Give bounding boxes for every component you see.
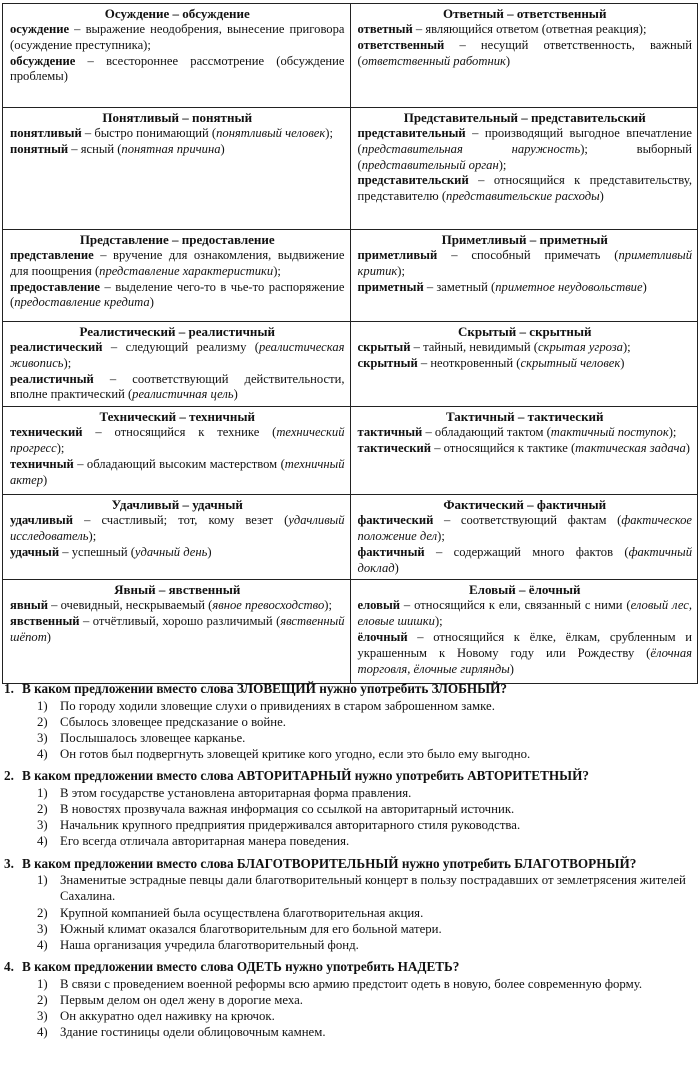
answer-option-number: 1) <box>37 873 48 888</box>
paronym-entry <box>10 142 345 158</box>
usage-example: реалистическая живопись <box>10 340 345 370</box>
paronym-word: реалистический <box>10 340 103 354</box>
paronym-word: понятливый <box>10 126 82 140</box>
usage-example: явное превосходство <box>212 598 325 613</box>
paronym-pair-title: Осуждение – обсуждение <box>104 6 250 21</box>
usage-example: явственный шёпот <box>10 614 345 644</box>
paronym-entry <box>358 425 693 441</box>
answer-option-text: По городу ходили зловещие слухи о привидениях в старом заброшенном замке. <box>60 698 495 713</box>
answer-option-text: Сбылось зловещее предсказание о войне. <box>60 714 287 729</box>
paronym-pair-title: Приметливый – приметный <box>441 232 608 247</box>
usage-example: тактичный поступок <box>550 425 669 440</box>
question-number: 2. <box>4 768 14 784</box>
paronym-cell <box>3 108 351 230</box>
punctuation: ) <box>620 355 625 370</box>
question-block <box>4 856 698 954</box>
paronym-cell <box>3 322 351 407</box>
answer-option-text: Знаменитые эстрадные певцы дали благотворительный концерт в пользу пострадавших от землетрясения жителей Сахалина. <box>60 873 686 904</box>
paronym-entry <box>10 425 345 457</box>
paronym-entry <box>10 22 345 54</box>
punctuation: ); <box>273 263 281 278</box>
answer-option-number: 1) <box>37 698 48 713</box>
usage-example: технический прогресс <box>10 425 345 455</box>
punctuation: ); <box>622 340 631 354</box>
paronym-word: представление <box>10 248 94 262</box>
question-text <box>4 959 698 976</box>
paronym-entry <box>10 457 345 489</box>
punctuation: ); <box>324 598 332 613</box>
punctuation: ); <box>56 440 65 455</box>
question-text <box>4 856 698 873</box>
paronym-cell <box>350 108 698 230</box>
punctuation: ) <box>505 53 511 68</box>
paronym-pair-title: Ответный – ответственный <box>443 6 607 21</box>
paronym-word: представительский <box>357 173 469 188</box>
paronym-entry <box>10 126 345 142</box>
paronym-definition: – выражение неодобрения, вынесение приговора (осуждение преступника); <box>10 22 345 52</box>
question-prompt: В каком предложении вместо слова БЛАГОТВОРИТЕЛЬНЫЙ нужно употребить БЛАГОТВОРНЫЙ? <box>22 855 637 871</box>
punctuation: ) <box>642 279 647 294</box>
paronym-pair-title: Понятливый – понятный <box>102 110 253 125</box>
paronym-entry <box>358 630 693 677</box>
table-row <box>3 322 698 407</box>
paronym-entry <box>10 372 345 404</box>
punctuation: ) <box>394 560 399 575</box>
paronym-definition: – относящийся к ели, связанный с ними ( <box>400 598 631 613</box>
paronym-cell <box>350 407 698 495</box>
paronyms-table <box>2 3 698 684</box>
answer-option-number: 2) <box>37 992 48 1007</box>
usage-example: понятливый человек <box>216 126 326 140</box>
question-number: 3. <box>4 855 14 871</box>
answer-option-number: 3) <box>37 1009 48 1024</box>
paronym-word: фактичный <box>357 544 425 559</box>
paronym-cell <box>350 230 698 322</box>
paronym-entry <box>10 280 345 312</box>
paronym-definition: – вручение для ознакомления, выдвижение для поощрения ( <box>10 248 345 278</box>
usage-example: реалистичная цель <box>132 387 234 402</box>
answer-option-text: Наша организация учредила благотворительный фонд. <box>60 937 359 952</box>
paronym-entry <box>10 598 345 614</box>
paronym-word: тактичный <box>357 425 423 440</box>
answer-option-number: 4) <box>37 747 48 762</box>
answer-option <box>4 976 698 992</box>
paronym-entry <box>358 441 693 457</box>
answer-option-number: 3) <box>37 818 48 833</box>
answer-option <box>4 992 698 1008</box>
answer-option-text: Его всегда отличала авторитарная манера поведения. <box>60 834 350 849</box>
question-number: 4. <box>4 959 14 975</box>
usage-example: удачный день <box>134 544 208 559</box>
paronym-entry <box>358 513 693 545</box>
paronym-pair-title: Реалистический – реалистичный <box>79 324 276 339</box>
paronym-pair-title: Представительный – представительский <box>403 110 646 125</box>
usage-example: тактическая задача <box>575 440 686 455</box>
answer-option-number: 2) <box>37 802 48 817</box>
paronym-pair-title: Технический – техничный <box>99 409 255 425</box>
usage-example: представительские расходы <box>446 189 600 204</box>
table-row <box>3 407 698 495</box>
usage-example: техничный актер <box>10 456 345 487</box>
paronym-word: ответный <box>357 22 413 36</box>
paronym-definition: – содержащий много фактов ( <box>424 544 629 559</box>
answer-option <box>4 937 698 953</box>
paronym-definition: – относящийся к представительству, представителю ( <box>357 173 692 204</box>
usage-example: фактичный доклад <box>357 544 692 575</box>
usage-example: представление характеристики <box>99 263 274 278</box>
answer-option-number: 4) <box>37 937 48 952</box>
paronym-definition: – ясный ( <box>68 141 122 156</box>
answer-option-number: 1) <box>37 785 48 800</box>
answer-option-text: Он аккуратно одел наживку на крючок. <box>60 1009 275 1024</box>
answer-option <box>4 785 698 801</box>
punctuation: ) <box>509 661 514 676</box>
question-text <box>4 681 698 698</box>
paronym-cell <box>3 407 351 495</box>
paronym-pair-title: Фактический – фактичный <box>443 497 607 513</box>
paronym-definition: – обладающий тактом ( <box>422 425 551 440</box>
question-prompt: В каком предложении вместо слова ЗЛОВЕЩИЙ нужно употребить ЗЛОБНЫЙ? <box>22 681 507 696</box>
paronym-word: скрытный <box>357 355 418 370</box>
answer-option-text: Первым делом он одел жену в дорогие меха. <box>60 992 303 1007</box>
answer-option-number: 1) <box>37 976 48 991</box>
question-block <box>4 768 698 849</box>
answer-option-number: 3) <box>37 730 48 745</box>
answer-option-text: Начальник крупного предприятия придерживался авторитарного стиля руководства. <box>60 818 521 833</box>
paronym-entry <box>358 340 693 356</box>
paronym-definition: – относящийся к технике ( <box>82 425 277 440</box>
paronym-word: понятный <box>10 141 69 156</box>
question-prompt: В каком предложении вместо слова АВТОРИТАРНЫЙ нужно употребить АВТОРИТЕТНЫЙ? <box>22 768 589 784</box>
usage-example: фактическое положение дел <box>357 513 692 543</box>
paronym-definition: – успешный ( <box>59 544 135 559</box>
paronym-entry <box>358 356 693 372</box>
paronym-entry <box>10 248 345 280</box>
usage-example: приметное неудовольствие <box>495 279 643 294</box>
usage-example: понятная причина <box>121 141 221 156</box>
answer-option <box>4 921 698 937</box>
answer-option-text: Он готов был подвергнуть зловещей критике кого угодно, если это было ему выгодно. <box>60 747 531 762</box>
punctuation: ) <box>233 387 238 402</box>
answer-option <box>4 872 698 904</box>
paronym-entry <box>10 545 345 561</box>
paronym-cell <box>350 322 698 407</box>
table-row <box>3 4 698 108</box>
paronym-word: осуждение <box>10 22 70 36</box>
usage-example: скрытный человек <box>520 355 621 370</box>
paronym-pair-title: Представление – предоставление <box>79 232 275 247</box>
questions-section <box>4 681 698 1046</box>
answer-option <box>4 714 698 730</box>
usage-example: ёлочная торговля, ёлочные гирлянды <box>357 645 692 676</box>
paronym-definition: – счастливый; тот, кому везет ( <box>72 513 289 528</box>
paronym-word: представительный <box>357 126 466 140</box>
answer-option <box>4 746 698 762</box>
paronym-word: скрытый <box>357 340 411 354</box>
question-block <box>4 959 698 1040</box>
paronym-word: ёлочный <box>357 629 408 644</box>
paronym-word: ответственный <box>357 37 445 52</box>
paronym-definition: – заметный ( <box>423 279 496 294</box>
answer-option <box>4 1024 698 1040</box>
paronym-cell <box>3 4 351 108</box>
paronym-entry <box>358 280 693 296</box>
answer-option-text: Южный климат оказался благотворительным для его больной матери. <box>60 921 442 936</box>
punctuation: ) <box>207 544 212 559</box>
paronym-word: тактический <box>357 440 432 455</box>
answer-option <box>4 730 698 746</box>
punctuation: ); <box>325 126 333 140</box>
paronym-entry <box>358 173 693 205</box>
table-row <box>3 108 698 230</box>
paronym-entry <box>10 614 345 646</box>
paronym-definition: – способный примечать ( <box>437 248 619 262</box>
answer-option <box>4 698 698 714</box>
paronym-pair-title: Тактичный – тактический <box>445 409 604 425</box>
paronym-word: предоставление <box>10 279 100 294</box>
paronym-definition: – производящий выгодное впечатление ( <box>357 126 692 156</box>
paronym-entry <box>358 248 693 280</box>
question-number: 1. <box>4 681 14 696</box>
punctuation: ); <box>434 614 443 629</box>
paronym-entry <box>10 54 345 86</box>
paronym-entry <box>358 545 693 577</box>
paronym-definition: – быстро понимающий ( <box>81 126 217 140</box>
punctuation: ); <box>63 355 72 370</box>
paronym-word: технический <box>10 425 83 440</box>
punctuation: ) <box>599 189 604 204</box>
paronym-word: удачливый <box>10 513 73 528</box>
paronym-definition: – соответствующий действительности, вполне практический ( <box>10 371 345 402</box>
usage-example: скрытая угроза <box>537 340 623 354</box>
paronym-definition: – неоткровенный ( <box>417 355 521 370</box>
punctuation: ); <box>88 528 97 543</box>
answer-option-number: 2) <box>37 714 48 729</box>
paronym-definition: – следующий реализму ( <box>102 340 259 354</box>
answer-option-number: 3) <box>37 921 48 936</box>
punctuation: ); выборный ( <box>357 141 692 172</box>
punctuation: ); <box>498 157 507 172</box>
punctuation: ); <box>397 263 405 278</box>
answer-option-text: Послышалось зловещее карканье. <box>60 730 246 745</box>
paronym-entry <box>358 126 693 173</box>
paronym-cell <box>350 4 698 108</box>
usage-example: представительный орган <box>361 157 499 172</box>
answer-option-number: 2) <box>37 905 48 920</box>
paronym-entry <box>358 22 693 38</box>
paronym-definition: – очевидный, нескрываемый ( <box>47 598 213 613</box>
paronym-word: явный <box>10 598 48 613</box>
paronym-entry <box>358 38 693 70</box>
paronym-word: реалистичный <box>10 371 94 386</box>
paronym-cell <box>350 580 698 684</box>
paronym-pair-title: Еловый – ёлочный <box>469 582 581 598</box>
usage-example: приметливый критик <box>357 248 692 278</box>
punctuation: ) <box>46 629 51 644</box>
paronym-cell <box>3 230 351 322</box>
paronym-definition: – отчётливый, хорошо различимый ( <box>79 614 281 629</box>
paronym-entry <box>358 598 693 630</box>
table-row <box>3 580 698 684</box>
usage-example: еловый лес, еловые шишки <box>357 598 692 629</box>
paronym-word: приметливый <box>357 248 438 262</box>
answer-option-number: 4) <box>37 1025 48 1040</box>
paronym-entry <box>10 340 345 372</box>
punctuation: ); <box>437 528 445 543</box>
usage-example: удачливый исследователь <box>10 513 345 543</box>
paronym-word: техничный <box>10 456 74 471</box>
paronyms-table-body <box>3 4 698 684</box>
answer-option <box>4 905 698 921</box>
paronym-word: явственный <box>10 614 80 629</box>
paronym-definition: – относящийся к ёлке, ёлкам, срубленным и украшенным к Новому году или Рождеству ( <box>357 629 692 660</box>
punctuation: ) <box>149 295 154 310</box>
question-block <box>4 681 698 762</box>
paronym-pair-title: Скрытый – скрытный <box>458 324 592 339</box>
paronym-word: еловый <box>357 598 401 613</box>
paronym-cell <box>3 495 351 580</box>
punctuation: ) <box>685 440 690 455</box>
answer-option <box>4 817 698 833</box>
answer-option-number: 4) <box>37 834 48 849</box>
paronym-definition: – соответствующий фактам ( <box>433 513 622 528</box>
paronym-definition: – выделение чего-то в чье-то распоряжение ( <box>10 279 345 310</box>
usage-example: представительная наружность <box>361 141 581 156</box>
paronym-word: приметный <box>357 279 424 294</box>
paronym-definition: – несущий ответственность, важный ( <box>357 37 692 68</box>
paronym-definition: – тайный, невидимый ( <box>410 340 538 354</box>
punctuation: ) <box>43 472 48 487</box>
paronym-pair-title: Удачливый – удачный <box>111 497 243 513</box>
paronym-word: удачный <box>10 544 60 559</box>
answer-option-text: В новостях прозвучала важная информация со ссылкой на авторитарный источник. <box>60 802 515 817</box>
paronym-definition: – относящийся к тактике ( <box>431 440 576 455</box>
answer-option-text: Крупной компанией была осуществлена благотворительная акция. <box>60 905 424 920</box>
paronym-word: обсуждение <box>10 53 76 68</box>
answer-option-text: В связи с проведением военной реформы всю армию предстоит одеть в новую, более современную форму. <box>60 976 643 991</box>
table-row <box>3 230 698 322</box>
paronym-entry <box>10 513 345 545</box>
usage-example: ответственный работник <box>361 53 506 68</box>
question-text <box>4 768 698 785</box>
answer-option <box>4 801 698 817</box>
paronym-definition: – всестороннее рассмотрение (обсуждение проблемы) <box>10 53 345 84</box>
answer-option-text: Здание гостиницы одели облицовочным камнем. <box>60 1025 326 1040</box>
paronym-word: фактический <box>357 513 434 528</box>
paronym-definition: – обладающий высоким мастерством ( <box>73 456 285 471</box>
paronym-cell <box>3 580 351 684</box>
answer-option <box>4 833 698 849</box>
punctuation: ) <box>220 141 225 156</box>
paronym-definition: – являющийся ответом (ответная реакция); <box>412 22 647 36</box>
answer-option-text: В этом государстве установлена авторитарная форма правления. <box>60 785 412 800</box>
answer-option <box>4 1008 698 1024</box>
paronym-pair-title: Явный – явственный <box>114 582 241 598</box>
punctuation: ); <box>668 425 677 440</box>
paronym-cell <box>350 495 698 580</box>
table-row <box>3 495 698 580</box>
usage-example: предоставление кредита <box>14 295 150 310</box>
question-prompt: В каком предложении вместо слова ОДЕТЬ нужно употребить НАДЕТЬ? <box>22 959 460 975</box>
